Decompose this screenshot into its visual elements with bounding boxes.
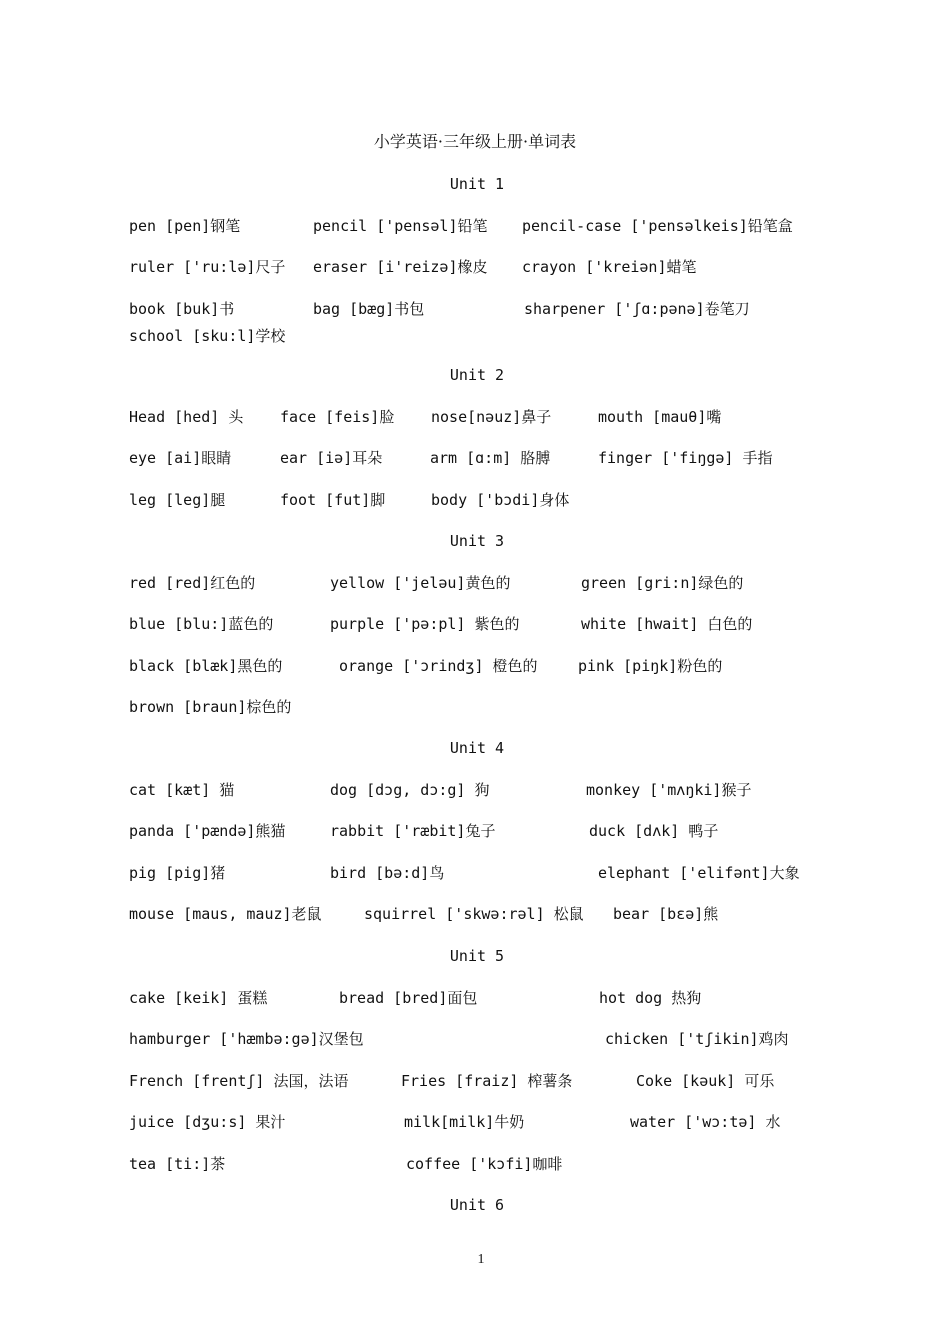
vocab-entry: arm [ɑ:m] 胳膊 <box>430 449 551 467</box>
vocab-entry: body ['bɔdi]身体 <box>431 491 570 509</box>
vocab-entry: face [feis]脸 <box>280 408 395 426</box>
vocab-entry: leg [leg]腿 <box>129 491 226 509</box>
unit-heading: Unit 3 <box>449 532 505 550</box>
vocab-entry: green [gri:n]绿色的 <box>581 574 744 592</box>
vocab-entry: crayon ['kreiən]蜡笔 <box>522 258 697 276</box>
vocab-entry: water ['wɔ:tə] 水 <box>630 1113 781 1131</box>
vocab-entry: mouth [mauθ]嘴 <box>598 408 722 426</box>
vocab-entry: bread [bred]面包 <box>339 989 478 1007</box>
vocab-entry: elephant ['elifənt]大象 <box>598 864 800 882</box>
vocab-entry: finger ['fiŋgə] 手指 <box>598 449 773 467</box>
vocab-entry: panda ['pændə]熊猫 <box>129 822 286 840</box>
vocab-entry: eye [ai]眼睛 <box>129 449 232 467</box>
vocab-entry: coffee ['kɔfi]咖啡 <box>406 1155 563 1173</box>
vocab-entry: book [buk]书 <box>129 300 235 318</box>
vocab-entry: cake [keik] 蛋糕 <box>129 989 268 1007</box>
vocab-entry: mouse [maus, mauz]老鼠 <box>129 905 322 923</box>
vocab-entry: pencil ['pensəl]铅笔 <box>313 217 488 235</box>
vocab-entry: monkey ['mʌŋki]猴子 <box>586 781 752 799</box>
vocab-entry: pink [piŋk]粉色的 <box>578 657 723 675</box>
vocab-entry: hamburger ['hæmbə:gə]汉堡包 <box>129 1030 364 1048</box>
vocab-entry: hot dog 热狗 <box>599 989 702 1007</box>
unit-heading: Unit 1 <box>449 175 505 193</box>
page-title: 小学英语·三年级上册·单词表 <box>373 132 577 151</box>
vocab-entry: juice [dʒu:s] 果汁 <box>129 1113 286 1131</box>
vocab-entry: duck [dʌk] 鸭子 <box>589 822 719 840</box>
vocab-entry: rabbit ['ræbit]兔子 <box>330 822 496 840</box>
vocab-entry: bear [bεə]熊 <box>613 905 719 923</box>
vocab-entry: tea [ti:]茶 <box>129 1155 226 1173</box>
vocab-entry: pig [pig]猪 <box>129 864 226 882</box>
vocab-entry: chicken ['tʃikin]鸡肉 <box>605 1030 789 1048</box>
vocab-entry: yellow ['jeləu]黄色的 <box>330 574 511 592</box>
page-number: 1 <box>477 1252 485 1267</box>
vocab-entry: bird [bə:d]鸟 <box>330 864 445 882</box>
vocab-entry: black [blæk]黑色的 <box>129 657 283 675</box>
vocab-entry: ruler ['ru:lə]尺子 <box>129 258 286 276</box>
vocab-entry: French [frentʃ] 法国，法语 <box>129 1072 349 1090</box>
vocab-entry: pen [pen]钢笔 <box>129 217 241 235</box>
vocab-entry: Coke [kəuk] 可乐 <box>636 1072 775 1090</box>
vocab-entry: cat [kæt] 猫 <box>129 781 235 799</box>
vocab-entry: red [red]红色的 <box>129 574 256 592</box>
vocab-entry: ear [iə]耳朵 <box>280 449 383 467</box>
vocab-entry: orange ['ɔrindʒ] 橙色的 <box>339 657 538 675</box>
vocab-entry: dog [dɔg, dɔ:g] 狗 <box>330 781 490 799</box>
vocab-entry: bag [bæg]书包 <box>313 300 425 318</box>
unit-heading: Unit 6 <box>449 1196 505 1214</box>
unit-heading: Unit 5 <box>449 947 505 965</box>
vocab-entry: nose[nəuz]鼻子 <box>431 408 552 426</box>
vocab-entry: brown [braun]棕色的 <box>129 698 292 716</box>
vocab-entry: white [hwait] 白色的 <box>581 615 753 633</box>
vocab-entry: purple ['pə:pl] 紫色的 <box>330 615 520 633</box>
vocab-entry: Fries [fraiz] 榨薯条 <box>401 1072 573 1090</box>
vocab-entry: school [sku:l]学校 <box>129 327 286 345</box>
vocab-entry: sharpener ['ʃɑ:pənə]卷笔刀 <box>524 300 750 318</box>
vocab-entry: squirrel ['skwə:rəl] 松鼠 <box>364 905 584 923</box>
vocab-entry: foot [fut]脚 <box>280 491 386 509</box>
vocab-entry: milk[milk]牛奶 <box>404 1113 525 1131</box>
vocab-entry: pencil-case ['pensəlkeis]铅笔盒 <box>522 217 793 235</box>
vocab-entry: blue [blu:]蓝色的 <box>129 615 274 633</box>
unit-heading: Unit 2 <box>449 366 505 384</box>
vocab-entry: eraser [i'reizə]橡皮 <box>313 258 488 276</box>
vocab-entry: Head [hed] 头 <box>129 408 244 426</box>
unit-heading: Unit 4 <box>449 739 505 757</box>
